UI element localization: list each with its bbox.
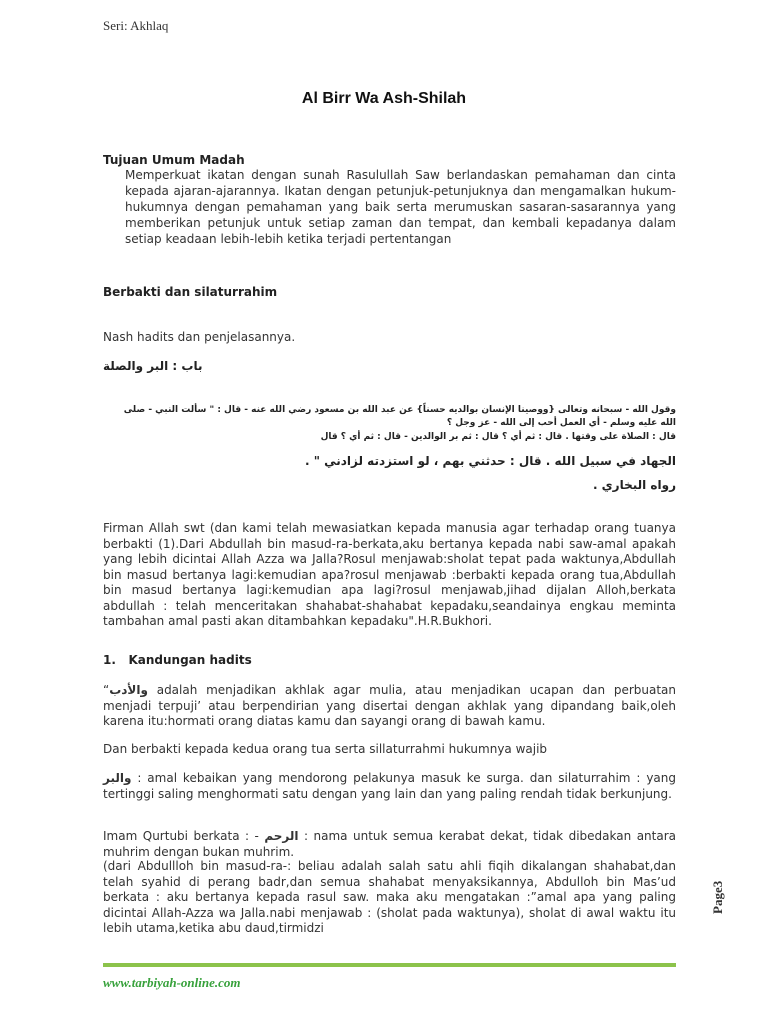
section-birr-heading: Berbakti dan silaturrahim <box>103 285 278 299</box>
abdullah-paragraph: (dari Abdullloh bin masud-ra-: beliau adalah salah satu ahli fiqih dikalangan shahabat,dan telah syahid di perang badr,dan semua shahabat menyaksikannya, Abdulloh bin Mas’ud berkata : aku bertanya kepada rasul saw. maka aku mengatakan :”amal apa yang paling dicintai Allah-Azza wa Jalla.nabi menjawab : (sholat pada waktunya), sholat di awal waktu itu lebih utama,ketika abu daud,tirmidzi <box>103 859 676 935</box>
footer-website-link[interactable]: www.tarbiyah-online.com <box>103 975 241 990</box>
adab-arabic-term: والأدب <box>109 683 148 697</box>
berbakti-paragraph: Dan berbakti kepada kedua orang tua serta sillaturrahmi hukumnya wajib <box>103 742 548 756</box>
hadith-line-2: الله عليه وسلم - أي العمل أحب إلى الله - عز وجل ؟ <box>446 418 676 428</box>
page-title: Al Birr Wa Ash-Shilah <box>301 90 467 107</box>
adab-quote: “ <box>103 683 110 697</box>
hadith-line-3: قال : الصلاة على وقتها . قال : ثم أي ؟ قال : ثم بر الوالدين - قال : ثم أي ؟ قال <box>320 432 676 442</box>
hadith-line-1: وقول الله - سبحانه وتعالى {ووصينا الإنسان بوالديه حسناً} عن عبد الله بن مسعود رضي الله عنه - قال : " سألت النبي - صلى <box>123 405 676 415</box>
tujuan-heading: Tujuan Umum Madah <box>103 153 245 167</box>
qurtubi-arabic-term: الرحم <box>264 829 299 843</box>
qurtubi-prefix: Imam Qurtubi berkata : - <box>103 829 265 843</box>
qurtubi-body: : nama untuk semua kerabat dekat, tidak dibedakan antara muhrim dengan bukan muhrim. <box>103 829 676 859</box>
footer-divider <box>103 963 676 967</box>
section-1-title: Kandungan hadits <box>128 653 252 667</box>
page-number: Page3 <box>710 880 725 914</box>
translation-paragraph: Firman Allah swt (dan kami telah mewasiatkan kepada manusia agar terhadap orang tuanya berbakti (1).Dari Abdullah bin masud-ra-berkata,aku bertanya kepada nabi saw-amal apakah yang lebih dicintai Allah Azza wa Jalla?Rosul menjawab:sholat tepat pada waktunya,Abdullah bin masud bertanya lagi:kemudian apa?rosul menjawab :berbakti kepada orang tua,Abdullah bin masud bertanya lagi:kemudian apa lagi?rosul menjawab,jihad dijalan Alloh,berkata abdullah : telah menceritakan shahabat-shahabat kepadaku,seandainya engkau meminta tambahan amal pasti akan ditambahkan kepadaku".H.R.Bukhori. <box>103 521 676 628</box>
qurtubi-paragraph <box>103 829 676 860</box>
bab-arabic: باب : البر والصلة <box>103 359 203 373</box>
tujuan-body: Memperkuat ikatan dengan sunah Rasulullah Saw berlandaskan pemahaman dan cinta kepada ajaran-ajarannya. Ikatan dengan petunjuk-petunjuknya dan mengamalkan hukum-hukumnya dengan pemahaman yang baik serta merumuskan sasaran-sasarannya yang memberikan petunjuk untuk setiap zaman dan tempat, dan kembali kepadanya dalam setiap keadaan lebih-lebih ketika terjadi pertentangan <box>125 168 676 246</box>
series-label: Seri: Akhlaq <box>103 18 169 33</box>
birr-paragraph <box>103 771 676 802</box>
hadith-line-4: الجهاد في سبيل الله . قال : حدثني بهم ، لو استزدته لزادني " . <box>304 454 676 468</box>
nash-label: Nash hadits dan penjelasannya. <box>103 330 296 344</box>
section-1-number: 1. <box>103 653 116 667</box>
birr-body: : amal kebaikan yang mendorong pelakunya masuk ke surga. dan silaturrahim : yang tertinggi saling menghormati satu dengan yang lain dan yang paling rendah tidak berkunjung. <box>103 771 676 801</box>
hadith-line-5: رواه البخاري . <box>592 478 676 492</box>
adab-body: adalah menjadikan akhlak agar mulia, atau menjadikan ucapan dan perbuatan menjadi terpuji’ atau berpendirian yang disertai dengan akhlak yang dipandang baik,oleh karena itu:hormati orang diatas kamu dan sayangi orang di bawah kamu. <box>103 683 676 728</box>
adab-paragraph <box>103 683 676 730</box>
birr-arabic-term: والبر <box>103 771 132 785</box>
section-1-heading <box>103 653 676 669</box>
